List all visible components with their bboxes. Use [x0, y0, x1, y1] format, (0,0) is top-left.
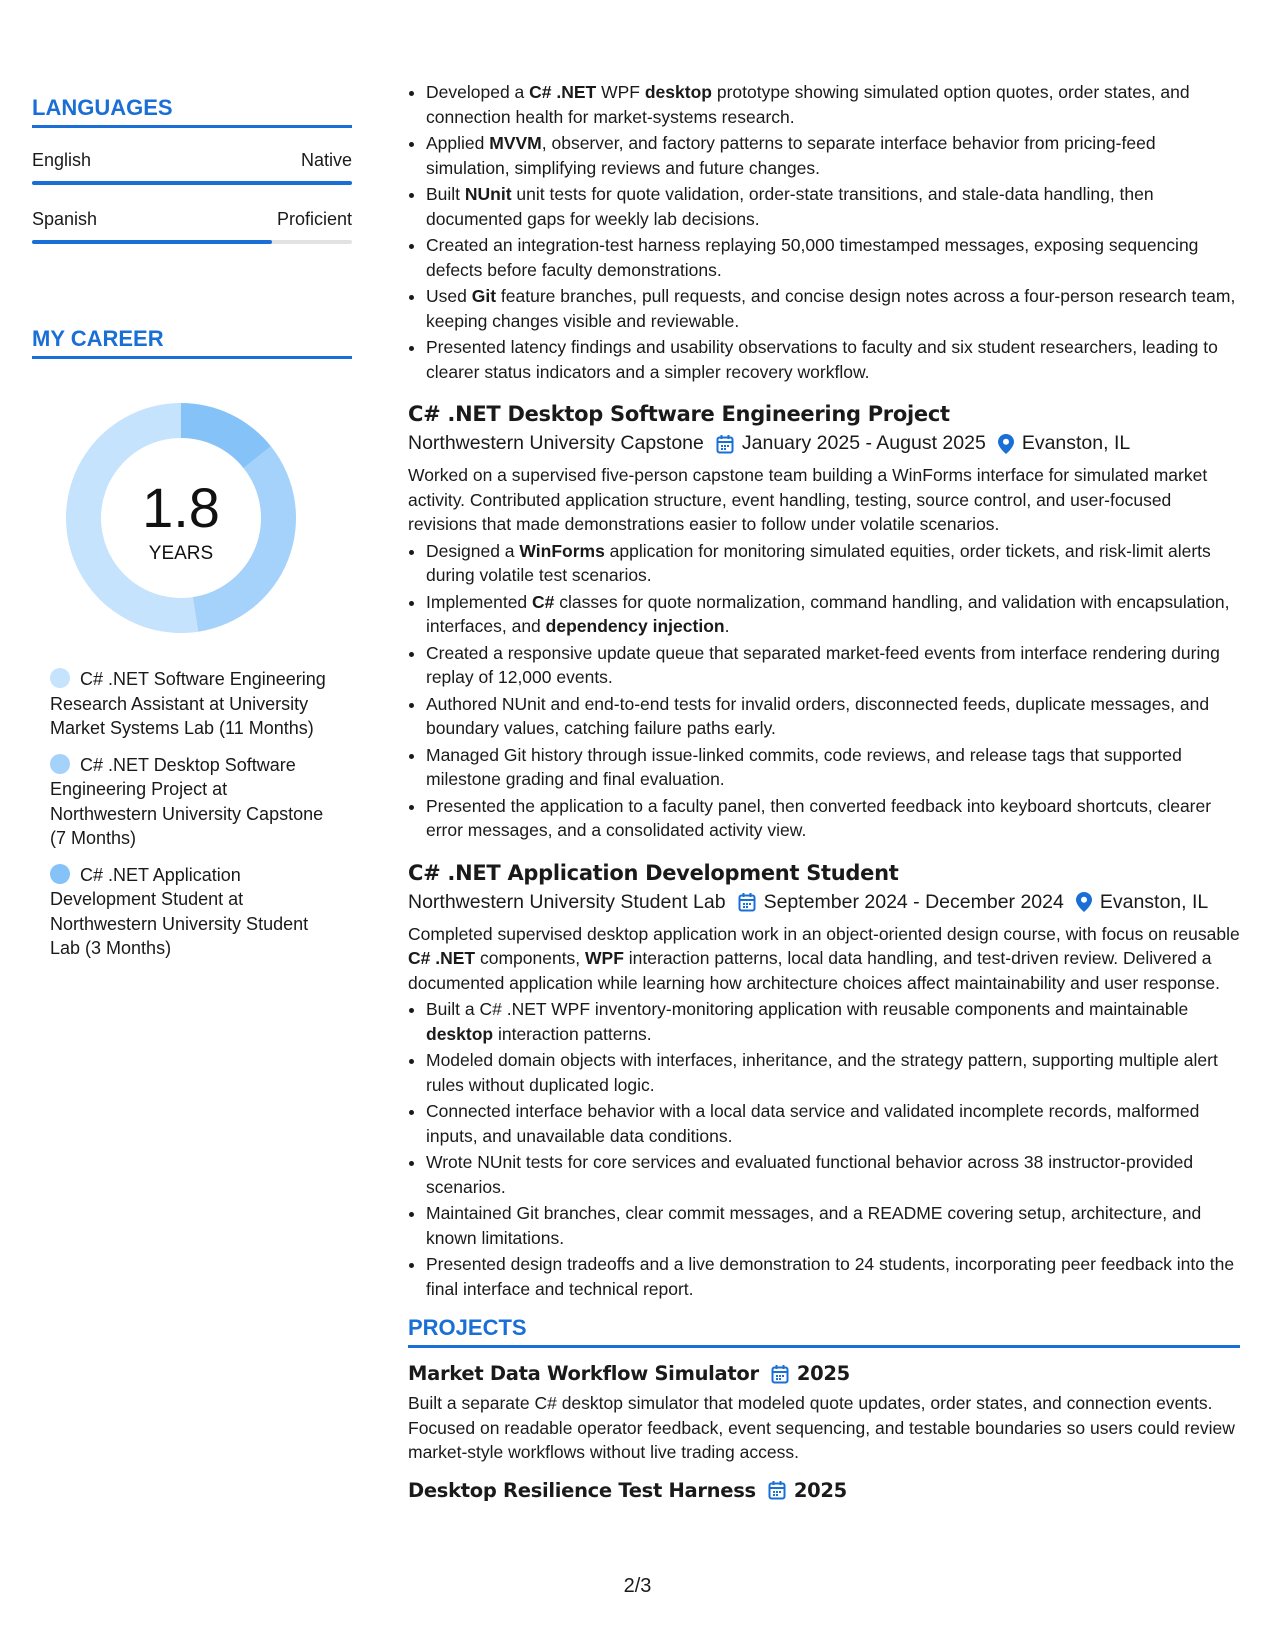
bullet-item: • Created an integration-test harness replaying 50,000 timestamped messages, exposing sequencing defects before faculty demonstrations. — [426, 233, 1240, 282]
right-column — [408, 80, 1240, 1508]
project-title — [408, 1479, 1240, 1502]
bullet-item: • Built a C# .NET WPF inventory-monitoring application with reusable components and maintainable desktop interaction patterns. — [426, 997, 1240, 1046]
legend-label: C# .NET Desktop Software Engineering Project at Northwestern University Capstone (7 Months) — [50, 754, 324, 848]
career-total-unit: YEARS — [148, 543, 214, 564]
project-year: 2025 — [796, 1362, 850, 1385]
project-title — [408, 1362, 1240, 1385]
language-proficiency-fill — [32, 240, 272, 244]
map-pin-icon — [998, 434, 1014, 454]
bullet-item: • Authored NUnit and end-to-end tests for invalid orders, disconnected feeds, duplicate messages, and boundary values, catching failure paths early. — [426, 692, 1240, 741]
career-legend-item — [50, 667, 330, 741]
job-description: Completed supervised desktop application work in an object-oriented design course, with focus on reusable C# .NET components, WPF interaction patterns, local data handling, and test-driven review. Delivered a documented application while learning how architecture choices affect maintainability and user response. — [408, 923, 1240, 993]
language-proficiency-bar — [32, 240, 352, 244]
job-dates: September 2024 - December 2024 — [763, 890, 1064, 913]
job-bullets — [408, 997, 1240, 1301]
legend-color-dot — [50, 668, 70, 688]
bullet-item: • Maintained Git branches, clear commit messages, and a README covering setup, architecture, and known limitations. — [426, 1201, 1240, 1250]
map-pin-icon — [1076, 892, 1092, 912]
languages-heading: LANGUAGES — [32, 95, 352, 128]
bullet-item: • Presented the application to a faculty panel, then converted feedback into keyboard shortcuts, clearer error messages, and a consolidated activity view. — [426, 794, 1240, 843]
job-meta — [408, 432, 1240, 455]
bullet-item: • Developed a C# .NET WPF desktop prototype showing simulated option quotes, order states, and connection health for market-systems research. — [426, 80, 1240, 129]
calendar-icon — [716, 434, 734, 454]
job-bullets — [408, 539, 1240, 843]
bullet-item: • Wrote NUnit tests for core services and evaluated functional behavior across 38 instructor-provided scenarios. — [426, 1150, 1240, 1199]
job-location: Evanston, IL — [1021, 432, 1131, 454]
project-year: 2025 — [793, 1478, 847, 1502]
bullet-item: • Modeled domain objects with interfaces, inheritance, and the strategy pattern, supporting multiple alert rules without duplicated logic. — [426, 1048, 1240, 1097]
career-legend — [32, 667, 352, 961]
project-description: Built a separate C# desktop simulator that modeled quote updates, order states, and connection events. Focused on readable operator feedback, event sequencing, and testable boundaries so users could review market-style workflows without live trading access. — [408, 1393, 1235, 1462]
language-level: Proficient — [276, 209, 352, 229]
job-organization: Northwestern University Student Lab — [408, 890, 726, 913]
job-organization: Northwestern University Capstone — [408, 432, 704, 454]
bullet-item: • Designed a WinForms application for monitoring simulated equities, order tickets, and risk-limit alerts during volatile test scenarios. — [426, 539, 1240, 588]
job-title: C# .NET Application Development Student — [408, 860, 899, 885]
page-number: 2/3 — [623, 1575, 652, 1597]
legend-color-dot — [50, 754, 70, 774]
career-legend-item — [50, 753, 330, 851]
calendar-icon — [738, 892, 756, 912]
legend-label: C# .NET Software Engineering Research Assistant at University Market Systems Lab (11 Months) — [50, 669, 326, 738]
bullet-item: • Used Git feature branches, pull requests, and concise design notes across a four-person research team, keeping changes visible and reviewable. — [426, 284, 1240, 333]
legend-color-dot — [50, 864, 70, 884]
job-description: Worked on a supervised five-person capstone team building a WinForms interface for simulated market activity. Contributed application structure, event handling, testing, source control, and user-focused revisions that made demonstrations easier to follow under volatile scenarios. — [408, 465, 1208, 534]
job-meta — [408, 891, 1240, 914]
project-name: Market Data Workflow Simulator — [408, 1362, 759, 1385]
career-legend-item — [50, 863, 330, 961]
job-dates: January 2025 - August 2025 — [741, 432, 986, 454]
bullet-item: • Applied MVVM, observer, and factory patterns to separate interface behavior from pricing-feed simulation, simplifying reviews and future changes. — [426, 131, 1240, 180]
bullet-item: • Presented latency findings and usability observations to faculty and six student researchers, leading to clearer status indicators and a simpler recovery workflow. — [426, 335, 1240, 384]
bullet-item: • Connected interface behavior with a local data service and validated incomplete records, malformed inputs, and unavailable data conditions. — [426, 1099, 1240, 1148]
projects-heading: PROJECTS — [408, 1315, 1240, 1348]
bullet-item: • Built NUnit unit tests for quote validation, order-state transitions, and stale-data handling, then documented gaps for weekly lab decisions. — [426, 182, 1240, 231]
bullet-item: • Managed Git history through issue-linked commits, code reviews, and release tags that supported milestone grading and final evaluation. — [426, 743, 1240, 792]
job-bullets — [408, 80, 1240, 384]
language-item — [32, 150, 352, 185]
career-heading: MY CAREER — [32, 326, 352, 359]
calendar-icon — [771, 1364, 789, 1384]
career-total-years: 1.8 — [142, 476, 220, 539]
language-name: Spanish — [32, 209, 98, 229]
left-column — [32, 95, 352, 973]
project-name: Desktop Resilience Test Harness — [408, 1478, 756, 1502]
job-location: Evanston, IL — [1099, 890, 1209, 913]
language-proficiency-fill — [32, 181, 352, 185]
job-title: C# .NET Desktop Software Engineering Project — [408, 402, 950, 426]
language-item — [32, 209, 352, 244]
calendar-icon — [768, 1480, 786, 1500]
language-name: English — [32, 150, 92, 170]
language-proficiency-bar — [32, 181, 352, 185]
bullet-item: • Presented design tradeoffs and a live demonstration to 24 students, incorporating peer feedback into the final interface and technical report. — [426, 1252, 1240, 1301]
career-donut-chart — [66, 403, 296, 633]
legend-label: C# .NET Application Development Student at Northwestern University Student Lab (3 Months) — [50, 864, 309, 958]
bullet-item: • Implemented C# classes for quote normalization, command handling, and validation with encapsulation, interfaces, and dependency injection. — [426, 590, 1240, 639]
bullet-item: • Created a responsive update queue that separated market-feed events from interface rendering during replay of 12,000 events. — [426, 641, 1240, 690]
language-level: Native — [300, 150, 352, 170]
